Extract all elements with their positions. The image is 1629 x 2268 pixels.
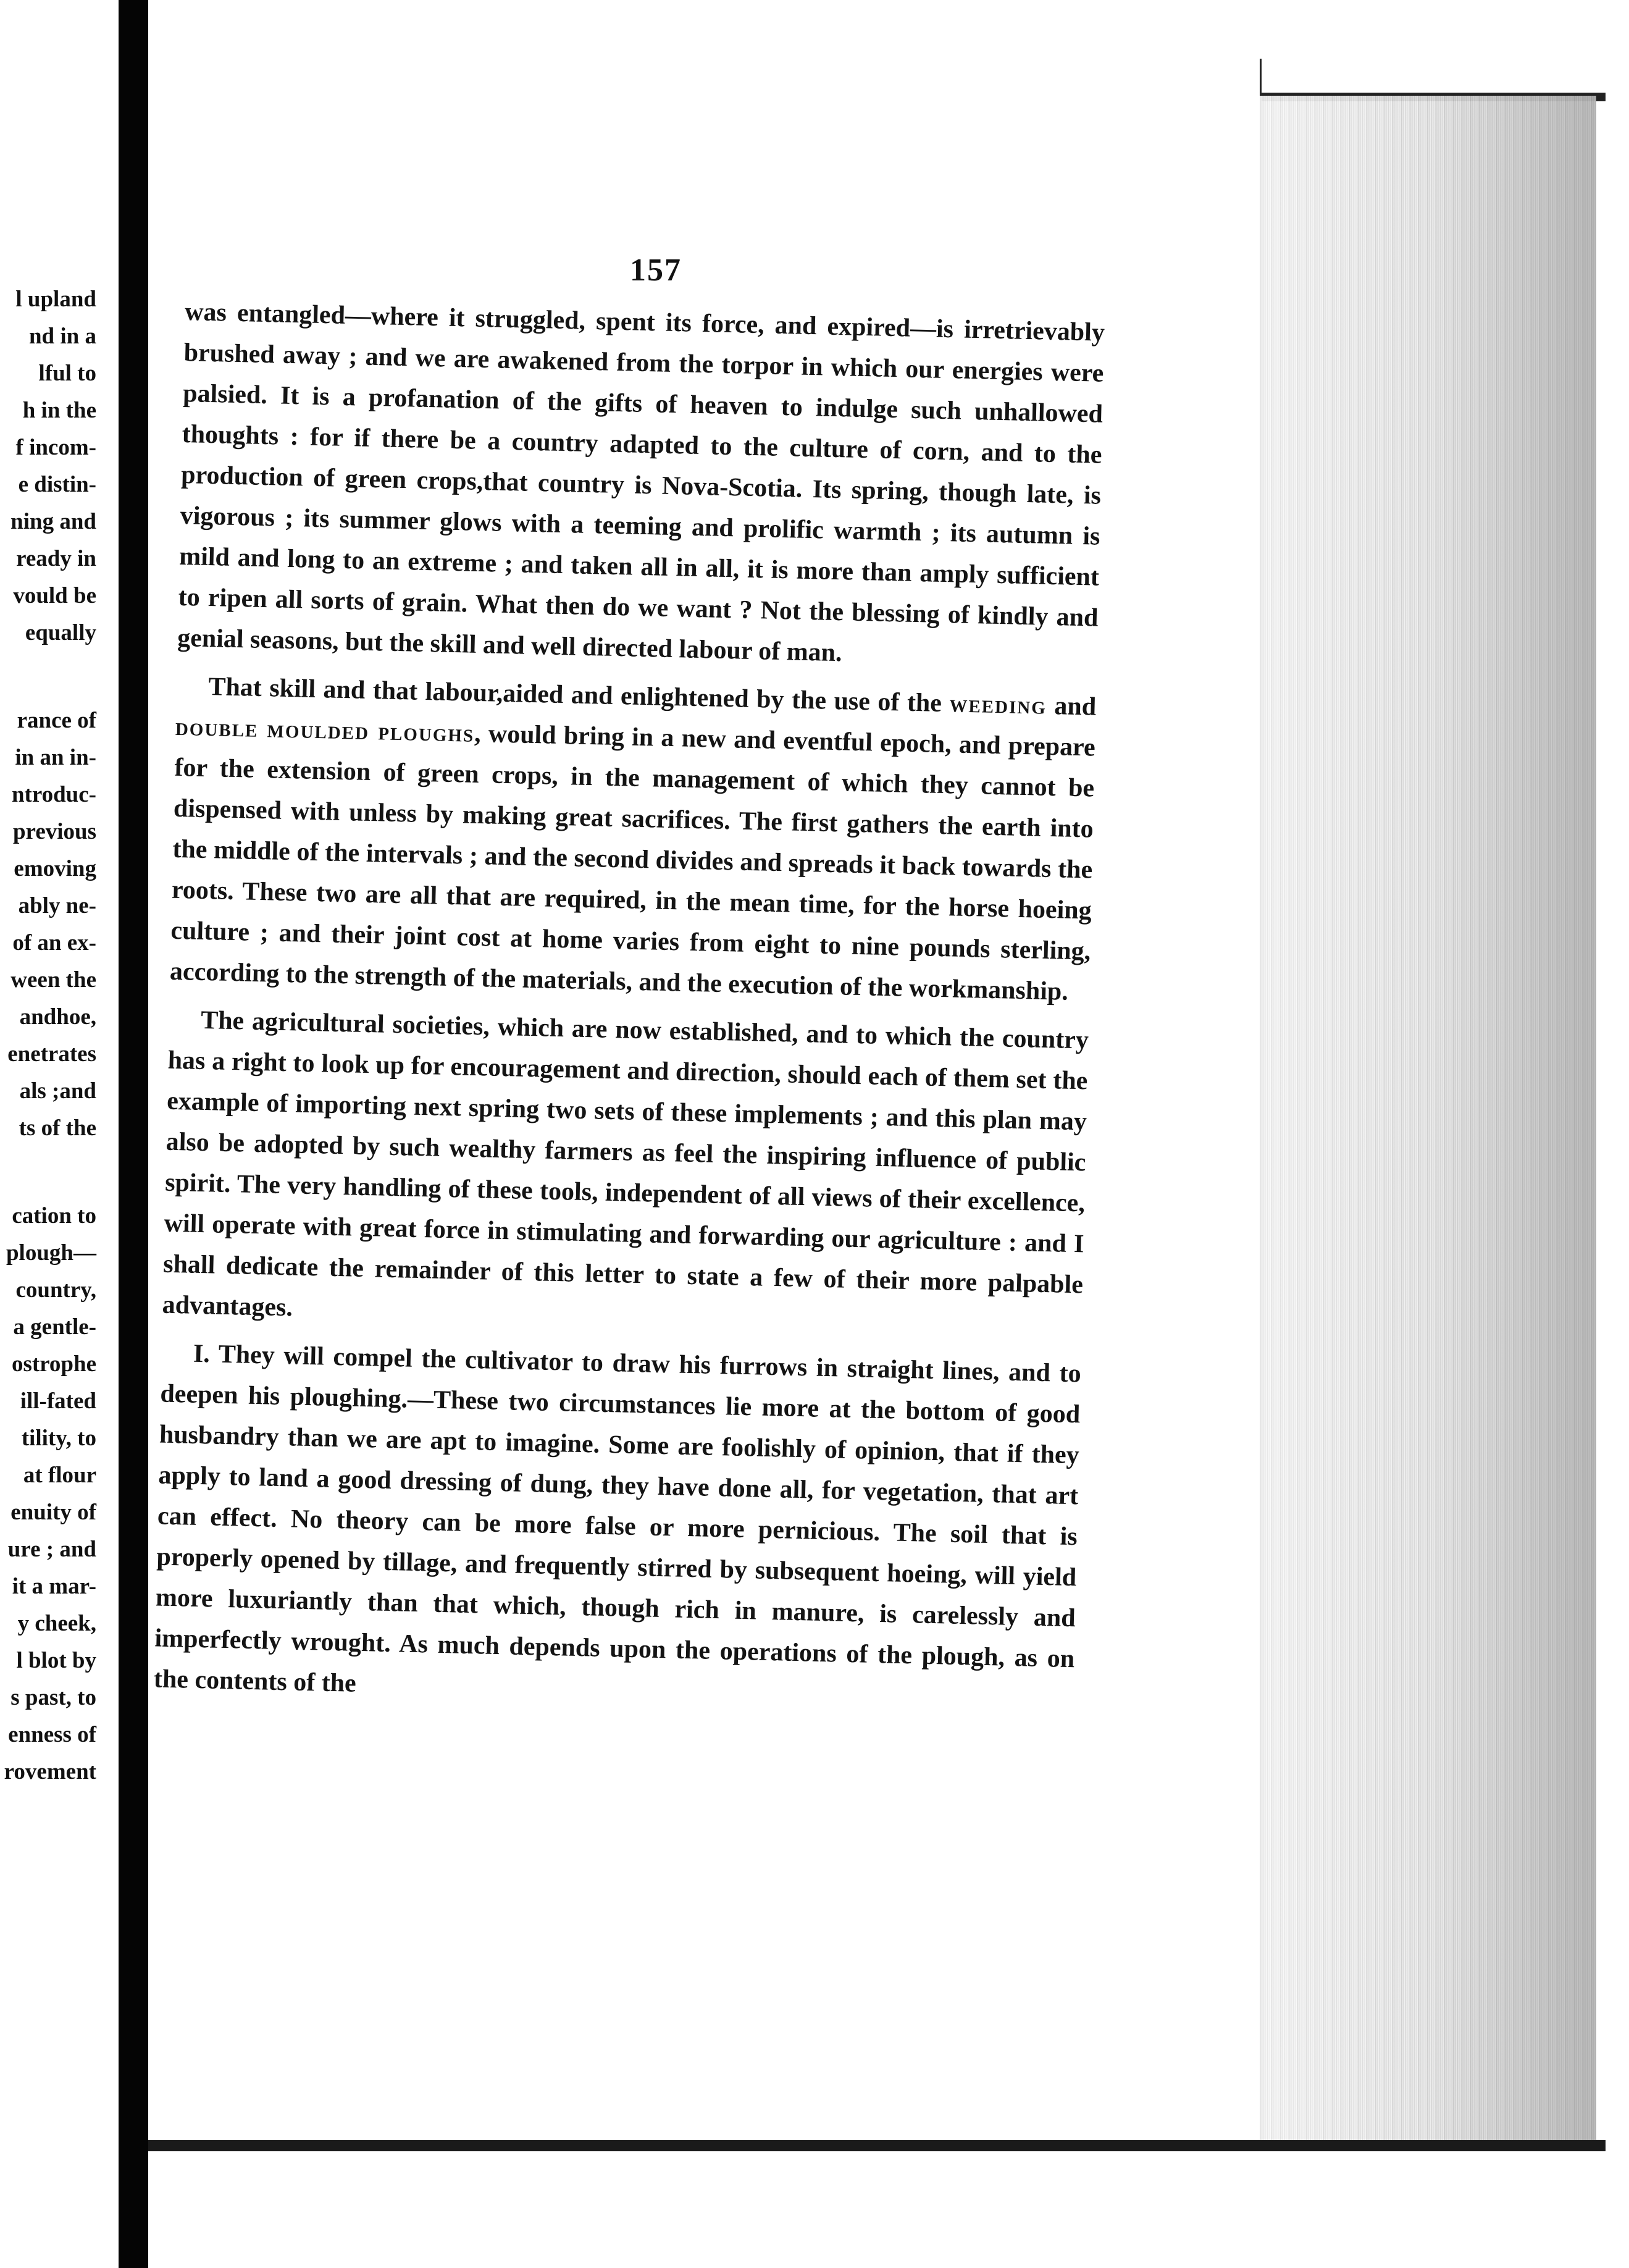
book-gutter xyxy=(119,0,148,2268)
left-line: plough— xyxy=(6,1240,96,1266)
left-line: ning and xyxy=(10,509,96,534)
page-number: 157 xyxy=(630,253,682,288)
paragraph: was entangled—where it struggled, spent its force, and expired—is irretrievably brushed away ; and we are awakened from the torpor in which our energies were palsied. It is a profanation of the gifts of heaven to indulge such unhallowed thoughts : for if there be a country adapted to the culture of corn, and to the production of green crops,that country is Nova-Scotia. Its spring, though late, is vigorous ; its summer glows with a teeming and prolific warmth ; its autumn is mild and long to an extreme ; and taken all in all, it is more than amply sufficient to ripen all sorts of grain. What then do we want ? Not the blessing of kindly and genial seasons, but the skill and well directed labour of man. xyxy=(177,297,1105,668)
left-line: of an ex- xyxy=(12,930,96,956)
left-line: it a mar- xyxy=(12,1574,96,1599)
left-line: enness of xyxy=(8,1722,96,1747)
left-line: ween the xyxy=(10,967,96,993)
conjunction: and xyxy=(1053,692,1097,721)
left-line: f incom- xyxy=(15,435,96,460)
smallcaps-term: double moulded ploughs xyxy=(175,712,475,748)
left-line: ill-fated xyxy=(20,1388,96,1414)
left-page-edge xyxy=(0,59,119,2199)
left-line: s past, to xyxy=(10,1685,96,1710)
left-line: enetrates xyxy=(7,1041,96,1067)
left-line: rovement xyxy=(4,1759,96,1784)
page-body xyxy=(153,292,1105,1728)
paragraph xyxy=(169,666,1097,1013)
left-line: e distin- xyxy=(18,472,96,497)
left-line: tility, to xyxy=(21,1426,96,1451)
left-line: previous xyxy=(12,819,96,844)
left-page-text xyxy=(0,281,96,1791)
left-line: ready in xyxy=(16,546,96,571)
left-line: h in the xyxy=(22,398,96,423)
left-line: als ;and xyxy=(19,1078,96,1104)
paragraph: The agricultural societies, which are now established, and to which the country has a right to look up for encouragement and direction, should each of them set the example of importing next spring two sets of these implements ; and this plan may also be adopted by such wealthy farmers as feel the inspiring influence of public spirit. The very handling of these tools, independent of all views of their excellence, will operate with great force in stimulating and forwarding our agriculture : and I shall dedicate the remainder of this letter to state a few of their more palpable advantages. xyxy=(162,1006,1089,1322)
left-line: at flour xyxy=(23,1463,96,1488)
left-line: a gentle- xyxy=(13,1314,96,1340)
left-line: y cheek, xyxy=(17,1611,96,1636)
left-line: emoving xyxy=(14,856,96,881)
left-line: country, xyxy=(15,1277,96,1303)
paragraph: I. They will compel the cultivator to draw his furrows in straight lines, and to deepen his ploughing.—These two circumstances lie more at the bottom of good husbandry than we are apt to imagine. Some are foolishly of opinion, that if they apply to land a good dressing of dung, they have done all, for vegetation, that art can effect. No theory can be more false or more pernicious. The soil that is properly opened by tillage, and frequently stirred by subsequent hoeing, will yield more luxuriantly than that which, though rich in manure, is carelessly and imperfectly wrought. As much depends upon the operations of the plough, as on the contents of the xyxy=(153,1339,1082,1698)
left-line: rance of xyxy=(17,708,96,733)
left-line: cation to xyxy=(12,1203,96,1228)
left-line: ably ne- xyxy=(18,893,96,918)
left-line: ntroduc- xyxy=(11,782,96,807)
left-line: l upland xyxy=(15,287,96,312)
left-line: ure ; and xyxy=(7,1537,96,1562)
left-line: andhoe, xyxy=(19,1004,96,1030)
smallcaps-term: weeding xyxy=(949,689,1047,720)
left-line: lful to xyxy=(38,361,96,386)
page-block-shading xyxy=(1260,96,1596,2149)
left-line: in an in- xyxy=(15,745,96,770)
paragraph-rest: , would bring in a new and eventful epoch, and prepare for the extension of green crops, in the management of which they cannot be dispensed with unless by making great sacrifices. The first gathers the earth into the middle of the intervals ; and the second divides and spreads it back towards the roots. These two are all that are required, in the mean time, for the horse hoeing culture ; and their joint cost at home varies from eight to nine pounds sterling, according to the strength of the materials, and the execution of the workmanship. xyxy=(169,719,1096,1006)
paragraph-lead: That skill and that labour,aided and enlightened by the use of the xyxy=(207,673,942,718)
page-block-bottom-edge xyxy=(148,2140,1606,2151)
left-line: l blot by xyxy=(16,1648,96,1673)
left-line: equally xyxy=(25,620,96,645)
left-line: nd in a xyxy=(28,324,96,349)
left-line: enuity of xyxy=(10,1500,96,1525)
left-line: ostrophe xyxy=(11,1351,96,1377)
left-line: vould be xyxy=(13,583,96,608)
left-line: ts of the xyxy=(19,1115,96,1141)
